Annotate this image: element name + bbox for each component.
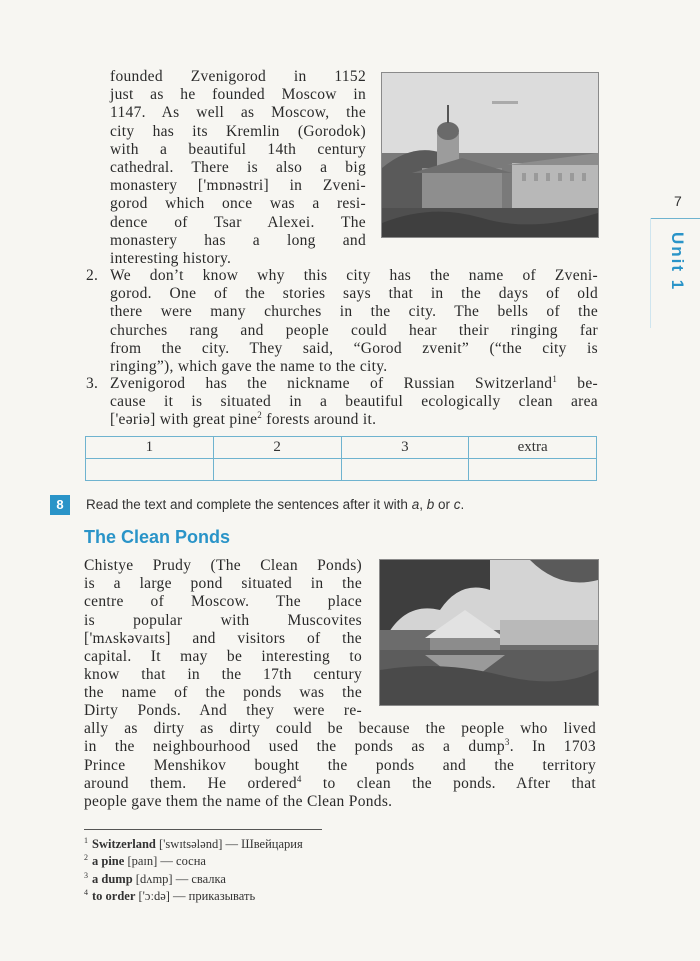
text-line: with a beautiful 14th century	[110, 140, 366, 158]
text-line: just as he founded Moscow in	[110, 86, 366, 104]
exercise-number-badge: 8	[50, 495, 70, 515]
text-line: around them. He ordered$^4$ to clean the ponds. After that	[84, 773, 596, 792]
clean-ponds-text-continued	[84, 702, 596, 811]
text-continuation	[110, 68, 366, 268]
table-answer-row[interactable]	[86, 459, 597, 481]
text-line: Prince Menshikov bought the ponds and the territory	[84, 756, 596, 774]
text-line: capital. It may be interesting to	[84, 648, 362, 666]
text-line: cause it is situated in a beautiful ecologically clean area	[110, 393, 598, 411]
text-line: city has its Kremlin (Gorodok)	[110, 122, 366, 140]
table-header-cell: 1	[86, 437, 214, 459]
text-line: is a large pond situated in the	[84, 575, 362, 593]
text-line: ['eəriə] with great pine$^2$ forests around it.	[110, 410, 377, 429]
text-line: interesting history.	[110, 250, 232, 268]
text-line: there were many churches in the city. The bells of the	[110, 303, 598, 321]
footnotes	[84, 836, 303, 906]
clean-ponds-photo	[379, 559, 599, 706]
text-line: monastery ['mɒnəstri] in Zveni-	[110, 177, 366, 195]
list-item	[86, 375, 598, 430]
text-line: founded Zvenigorod in 1152	[110, 68, 366, 85]
margin-vertical-divider	[650, 218, 651, 328]
list-item	[86, 267, 598, 376]
footnote: $^3$ a dump [dʌmp] — свалка	[84, 870, 226, 886]
text-line: know that in the 17th century	[84, 666, 362, 684]
unit-label: Unit 1	[668, 232, 687, 292]
text-line: Chistye Prudy (The Clean Ponds)	[84, 557, 362, 574]
text-line: 1147. As well as Moscow, the	[110, 104, 366, 122]
item-number: 2.	[86, 267, 99, 284]
text-line: centre of Moscow. The place	[84, 593, 362, 611]
answer-cell[interactable]	[213, 459, 341, 481]
text-line: We don’t know why this city has the name of Zveni-	[110, 267, 598, 284]
text-line: ringing”), which gave the name to the city.	[110, 358, 388, 376]
footnote: $^4$ to order ['ɔːdə] — приказывать	[84, 888, 256, 904]
text-line: churches rang and people could hear their ringing far	[110, 321, 598, 339]
text-line: Zvenigorod has the nickname of Russian Switzerland$^1$ be-	[110, 373, 598, 392]
answer-cell[interactable]	[341, 459, 469, 481]
text-line: people gave them the name of the Clean Ponds.	[84, 793, 393, 811]
text-line: ['mʌskəvaɪts] and visitors of the	[84, 629, 362, 647]
footnote: $^2$ a pine [paɪn] — сосна	[84, 853, 206, 869]
text-line: monastery has a long and	[110, 231, 366, 249]
text-line: dence of Tsar Alexei. The	[110, 213, 366, 231]
margin-divider	[650, 218, 700, 219]
item-number: 3.	[86, 375, 99, 392]
text-line: in the neighbourhood used the ponds as a dump$^3$. In 1703	[84, 737, 596, 756]
table-header-row	[86, 437, 597, 459]
text-line: the name of the ponds was the	[84, 684, 362, 702]
exercise-instruction: Read the text and complete the sentences after it with a, b or c.	[86, 497, 465, 512]
footnote: $^1$ Switzerland ['swɪtsələnd] — Швейцария	[84, 835, 303, 851]
table-header-cell: 3	[341, 437, 469, 459]
table-header-cell: 2	[213, 437, 341, 459]
answer-cell[interactable]	[469, 459, 597, 481]
text-line: ally as dirty as dirty could be because the people who lived	[84, 720, 596, 738]
page-number: 7	[674, 193, 682, 209]
answer-table	[85, 436, 597, 481]
table-header-cell: extra	[469, 437, 597, 459]
footnote-divider	[84, 829, 322, 830]
clean-ponds-text	[84, 557, 362, 703]
section-title: The Clean Ponds	[84, 527, 231, 547]
text-line: gorod. One of the stories says that in the days of old	[110, 285, 598, 303]
text-line: Dirty Ponds. And they were re-	[84, 702, 362, 719]
text-line: gorod which once was a resi-	[110, 195, 366, 213]
answer-cell[interactable]	[86, 459, 214, 481]
text-line: from the city. They said, “Gorod zvenit” (“the city is	[110, 339, 598, 357]
monastery-photo	[381, 72, 599, 238]
text-line: is popular with Muscovites	[84, 611, 362, 629]
text-line: cathedral. There is also a big	[110, 159, 366, 177]
